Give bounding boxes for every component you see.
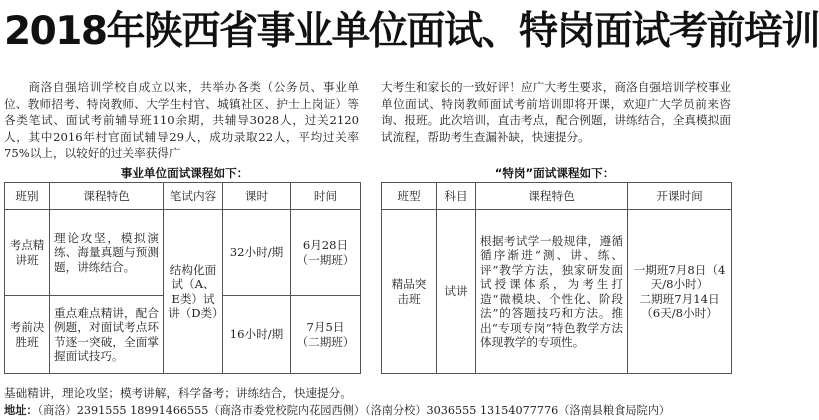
header-class-type: 班型 [382, 183, 437, 210]
headline: 2018年陕西省事业单位面试、特岗面试考前培训 [4, 9, 819, 54]
class-hours: 16小时/期 [223, 296, 291, 374]
header-hours: 课时 [223, 183, 291, 210]
address-label: 地址： [4, 404, 38, 417]
header-feature: 课程特色 [50, 183, 164, 210]
table-header-row [5, 183, 361, 210]
table-row [382, 210, 732, 374]
header-content: 笔试内容 [164, 183, 223, 210]
right-table-caption: “特岗”面试课程如下： [494, 166, 615, 180]
class-type: 精品突击班 [382, 210, 437, 374]
public-institution-course-table [4, 182, 361, 374]
address-line [4, 403, 735, 419]
header-start-time: 开课时间 [628, 183, 732, 210]
table-header-row [382, 183, 732, 210]
left-table-caption: 事业单位面试课程如下： [120, 166, 249, 180]
special-post-course-table [381, 182, 732, 374]
start-time [628, 210, 732, 374]
class-name: 考点精讲班 [5, 210, 50, 296]
header-subject: 科目 [437, 183, 476, 210]
intro-paragraph-left: 商洛自强培训学校自成立以来，共举办各类（公务员、事业单位、教师招考、特岗教师、大学生村官、城镇社区、护士上岗证）等各类笔试、面试考前辅导班110余期，共辅导3028人，过关2120人，其中2016年村官面试辅导29人，成功录取22人，平均过关率75%以上，以较好的过关率获得广 [4, 80, 359, 161]
intro-paragraph-right: 大考生和家长的一致好评！应广大考生要求，商洛自强培训学校事业单位面试、特岗教师面试考前培训即将开课，欢迎广大学员前来咨询、报班。此次培训，直击考点，配合例题，讲练结合，全真模拟面试流程，帮助考生查漏补缺，快速提分。 [381, 80, 731, 144]
table-row [5, 210, 361, 296]
written-content: 结构化面试（A、E类）试讲（D类） [164, 210, 223, 374]
class-name: 考前决胜班 [5, 296, 50, 374]
class-time: 7月5日（二期班） [291, 296, 361, 374]
header-feature: 课程特色 [476, 183, 628, 210]
address-text: （商洛）2391555 18991466555（商洛市委党校院内花园西侧）（洛南分校）3036555 13154077776（洛南县粮食局院内） [37, 404, 671, 417]
header-time: 时间 [291, 183, 361, 210]
start-time-session-2: 二期班7月14日（6天/8小时） [639, 291, 720, 320]
course-feature: 根据考试学一般规律，遵循循序渐进“测、讲、练、评”教学方法，独家研发面试授课体系，为考生打造“微模块、个性化、阶段法”的答题技巧和方法。推出“专项专岗”特色教学方法体现教学的专项性。 [476, 210, 628, 374]
slogan: 基础精讲，理论攻坚；模考讲解，科学备考；讲练结合，快速提分。 [4, 386, 352, 400]
header-class: 班别 [5, 183, 50, 210]
start-time-session-1: 一期班7月8日（4天/8小时） [633, 262, 726, 291]
course-feature: 理论攻坚，模拟演练、海量真题与预测题，讲练结合。 [50, 210, 164, 296]
class-time: 6月28日（一期班） [291, 210, 361, 296]
course-feature: 重点难点精讲，配合例题，对面试考点环节逐一突破，全面掌握面试技巧。 [50, 296, 164, 374]
class-hours: 32小时/期 [223, 210, 291, 296]
subject: 试讲 [437, 210, 476, 374]
